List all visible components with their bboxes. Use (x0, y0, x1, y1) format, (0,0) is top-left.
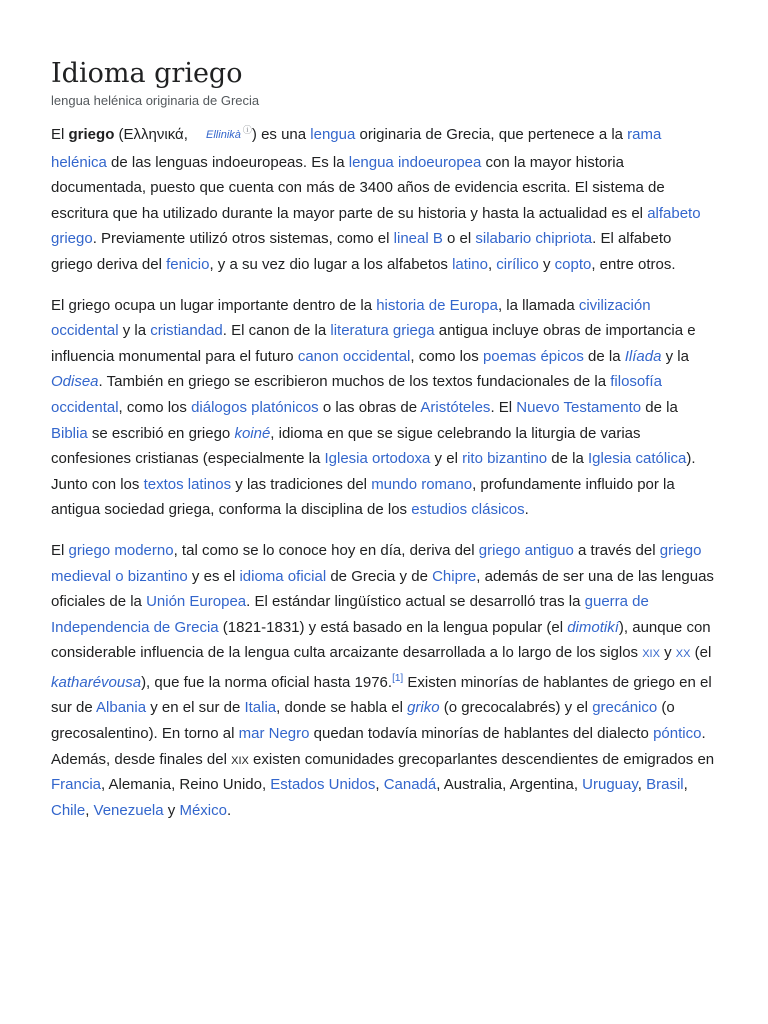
link-grecanico[interactable]: grecánico (592, 699, 658, 717)
text: o las obras de (318, 398, 421, 416)
text: , entre otros. (591, 255, 676, 273)
text: . Además, desde finales del (51, 725, 706, 768)
link-koine[interactable]: koiné (234, 424, 271, 442)
text: . El (490, 398, 517, 416)
text: , Australia, Argentina, (436, 776, 583, 794)
text: . (226, 801, 232, 819)
text: y (659, 644, 676, 662)
text: (el (690, 644, 712, 662)
link-cirilico[interactable]: cirílico (496, 255, 539, 273)
paragraph-3 (51, 538, 717, 824)
text: y (163, 801, 180, 819)
link-rito-bizantino[interactable]: rito bizantino (462, 450, 548, 468)
text: existen comunidades grecoparlantes descendientes de emigrados en (248, 750, 715, 768)
link-mexico[interactable]: México (179, 801, 227, 819)
text: (Ελληνικά, (114, 126, 193, 143)
link-chipre[interactable]: Chipre (432, 567, 477, 585)
text: , donde se habla el (276, 699, 408, 717)
text: y el (430, 450, 463, 468)
text: (1821-1831) y está basado en la lengua popular (el (218, 618, 568, 636)
text: . (524, 501, 529, 519)
text: o el (442, 230, 476, 248)
reference-link[interactable]: [1] (392, 672, 404, 684)
page-title: Idioma griego (51, 58, 243, 89)
text: , (487, 255, 497, 273)
link-latino[interactable]: latino (452, 255, 488, 273)
link-siglo-xix[interactable]: xix (642, 644, 660, 662)
grecia-text: Grecia (446, 126, 491, 143)
transliteration-link[interactable]: Ellinikà (206, 129, 241, 141)
text: , (637, 776, 647, 794)
link-civilizacion-occidental[interactable]: civilización occidental (51, 296, 651, 340)
link-literatura-griega[interactable]: literatura griega (330, 322, 435, 340)
text: . También en griego se escribieron muchos de los textos fundacionales de la (98, 373, 611, 391)
link-katharevousa[interactable]: katharévousa (51, 673, 142, 691)
link-nuevo-testamento[interactable]: Nuevo Testamento (516, 398, 642, 416)
link-siglo-xx[interactable]: xx (675, 644, 691, 662)
link-cristiandad[interactable]: cristiandad (150, 322, 223, 340)
text: , profundamente influido por la antigua sociedad griega, conforma la disciplina de los (51, 475, 675, 519)
text: , idioma en que se sigue celebrando la liturgia de varias confesiones cristianas (especialmente la (51, 424, 641, 468)
text: Existen minorías de hablantes de griego en el sur de (51, 673, 712, 717)
link-aristoteles[interactable]: Aristóteles (420, 398, 491, 416)
text: , (85, 801, 94, 819)
link-silabario-chipriota[interactable]: silabario chipriota (475, 230, 593, 248)
text: quedan todavía minorías de hablantes del dialecto (309, 725, 654, 743)
paragraph-2 (51, 293, 717, 523)
text: , como los (118, 398, 192, 416)
link-guerra-independencia[interactable]: guerra de Independencia de Grecia (51, 593, 649, 636)
bold-term: griego (68, 126, 115, 143)
link-pontico[interactable]: póntico (653, 725, 702, 743)
text: . El alfabeto griego deriva del (51, 230, 672, 273)
siglo-xix-text: xix (231, 750, 249, 768)
text: de la (583, 347, 625, 365)
text: con la mayor historia documentada, puesto que cuenta con más de 3400 años de evidencia escrita. El sistema de escritura que ha utilizado durante la mayor parte de su historia y hasta la actualidad es el (51, 153, 665, 222)
text: y (538, 255, 555, 273)
link-canon-occidental[interactable]: canon occidental (297, 347, 411, 365)
text: ), aunque con considerable influencia de la lengua culta arcaizante desarrollada a lo largo de los siglos (51, 618, 711, 662)
link-union-europea[interactable]: Unión Europea (146, 593, 247, 611)
link-italia[interactable]: Italia (244, 699, 277, 717)
text: de (326, 567, 352, 585)
link-alfabeto-griego[interactable]: alfabeto griego (51, 204, 701, 248)
text: . El canon de la (222, 322, 331, 340)
link-historia-europa[interactable]: historia de Europa (376, 296, 498, 314)
link-lengua[interactable]: lengua (310, 126, 356, 143)
grecia-text: Grecia (351, 567, 396, 585)
link-venezuela[interactable]: Venezuela (93, 801, 164, 819)
link-biblia[interactable]: Biblia (51, 424, 88, 442)
link-griego-antiguo[interactable]: griego antiguo (478, 541, 574, 559)
link-francia[interactable]: Francia (51, 776, 102, 794)
link-fenicio[interactable]: fenicio (166, 255, 210, 273)
info-icon[interactable]: ⓘ (242, 125, 252, 135)
link-copto[interactable]: copto (554, 255, 592, 273)
text: a través del (573, 541, 660, 559)
link-poemas-epicos[interactable]: poemas épicos (482, 347, 584, 365)
text: de la (641, 398, 678, 416)
text: El griego ocupa un lugar importante dentro de la (51, 296, 377, 314)
link-lineal-b[interactable]: lineal B (393, 230, 443, 248)
text: de la (547, 450, 589, 468)
link-dialogos-platonicos[interactable]: diálogos platónicos (191, 398, 319, 416)
link-griego-moderno[interactable]: griego moderno (68, 541, 174, 559)
text: y las tradiciones del (231, 475, 372, 493)
text: ) es una (251, 126, 311, 143)
text: se escribió en griego (87, 424, 235, 442)
text: (o grecosalentino). En torno al (51, 699, 675, 743)
link-griego-medieval[interactable]: griego medieval o bizantino (51, 541, 702, 585)
link-lengua-indoeuropea[interactable]: lengua indoeuropea (348, 153, 482, 171)
text: y en el sur de (146, 699, 245, 717)
link-iglesia-catolica[interactable]: Iglesia católica (588, 450, 687, 468)
text: y la (118, 322, 151, 340)
text: y es el (187, 567, 240, 585)
link-iliada[interactable]: Ilíada (624, 347, 662, 365)
paragraph-1 (51, 118, 717, 278)
text: , tal como se lo conoce hoy en día, deriva del (173, 541, 479, 559)
text: , además de ser una de las lenguas oficiales de la (51, 567, 714, 611)
text: ). Junto con los (51, 450, 696, 493)
text: , y a su vez dio lugar a los alfabetos (209, 255, 453, 273)
text: (o grecocalabrés) y el (439, 699, 593, 717)
link-canada[interactable]: Canadá (383, 776, 437, 794)
link-albania[interactable]: Albania (96, 699, 147, 717)
text: antigua incluye obras de importancia e influencia monumental para el futuro (51, 322, 696, 365)
text: El (51, 541, 69, 559)
link-estudios-clasicos[interactable]: estudios clásicos (411, 501, 525, 519)
text: de las lenguas indoeuropeas. Es la (106, 153, 349, 171)
text: , (683, 776, 688, 794)
link-textos-latinos[interactable]: textos latinos (143, 475, 232, 493)
link-iglesia-ortodoxa[interactable]: Iglesia ortodoxa (324, 450, 431, 468)
page-subtitle: lengua helénica originaria de Grecia (51, 93, 260, 108)
link-chile[interactable]: Chile (51, 801, 86, 819)
link-dimotiki[interactable]: dimotikí (567, 618, 619, 636)
link-brasil[interactable]: Brasil (646, 776, 684, 794)
text: ), que fue la norma oficial hasta 1976. (141, 673, 393, 691)
link-estados-unidos[interactable]: Estados Unidos (270, 776, 376, 794)
link-rama-helenica[interactable]: rama helénica (51, 126, 662, 171)
text: . El estándar lingüístico actual se desarrolló tras la (246, 593, 585, 611)
link-filosofia-occidental[interactable]: filosofía occidental (51, 373, 662, 416)
text: originaria de (355, 126, 447, 143)
link-idioma-oficial[interactable]: idioma oficial (239, 567, 327, 585)
link-odisea[interactable]: Odisea (51, 373, 99, 391)
link-griko[interactable]: griko (407, 699, 440, 717)
text: . Previamente utilizó otros sistemas, como el (92, 230, 394, 248)
text: El (51, 126, 69, 143)
link-mar-negro[interactable]: mar Negro (238, 725, 310, 743)
text: , la llamada (497, 296, 579, 314)
text: , Alemania, Reino Unido, (101, 776, 271, 794)
text: y la (661, 347, 689, 365)
text: y de (395, 567, 433, 585)
text: , que pertenece a la (490, 126, 628, 143)
link-uruguay[interactable]: Uruguay (582, 776, 638, 794)
text: , como los (410, 347, 483, 365)
link-mundo-romano[interactable]: mundo romano (371, 475, 473, 493)
text: , (375, 776, 384, 794)
